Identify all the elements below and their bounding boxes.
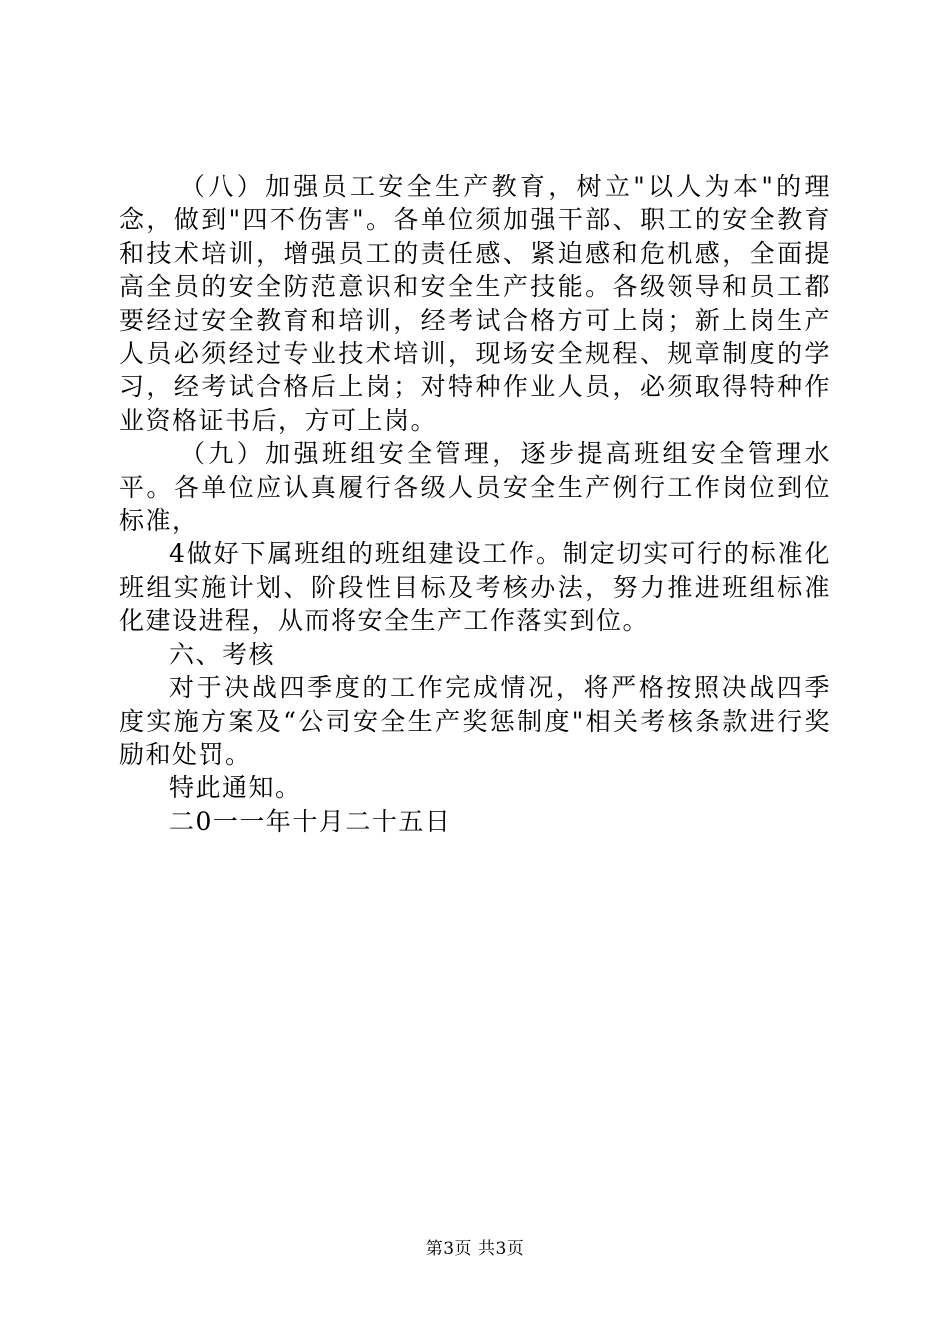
paragraph-team-building: 4做好下属班组的班组建设工作。制定切实可行的标准化班组实施计划、阶段性目标及考核办法，努力推进班组标准化建设进程，从而将安全生产工作落实到位。 [119, 539, 831, 636]
document-body [119, 170, 831, 838]
document-date: 二0一一年十月二十五日 [169, 806, 452, 836]
paragraph-assessment: 对于决战四季度的工作完成情况，将严格按照决战四季度实施方案及“公司安全生产奖惩制度"相关考核条款进行奖励和处罚。 [119, 673, 831, 769]
paragraph-eight: （八）加强员工安全生产教育，树立"以人为本"的理念，做到"四不伤害"。各单位须加强干部、职工的安全教育和技术培训，增强员工的责任感、紧迫感和危机感，全面提高全员的安全防范意识和安全生产技能。各级领导和员工都要经过安全教育和培训，经考试合格方可上岗；新上岗生产人员必须经过专业技术培训，现场安全规程、规章制度的学习，经考试合格后上岗；对特种作业人员，必须取得特种作业资格证书后，方可上岗。 [119, 172, 831, 435]
paragraph-nine: （九）加强班组安全管理，逐步提高班组安全管理水平。各单位应认真履行各级人员安全生产例行工作岗位到位标准， [119, 439, 831, 536]
page-number-footer: 第3页 共3页 [425, 1239, 525, 1259]
section-heading-assessment: 六、考核 [169, 639, 276, 669]
closing-notice: 特此通知。 [169, 773, 302, 803]
